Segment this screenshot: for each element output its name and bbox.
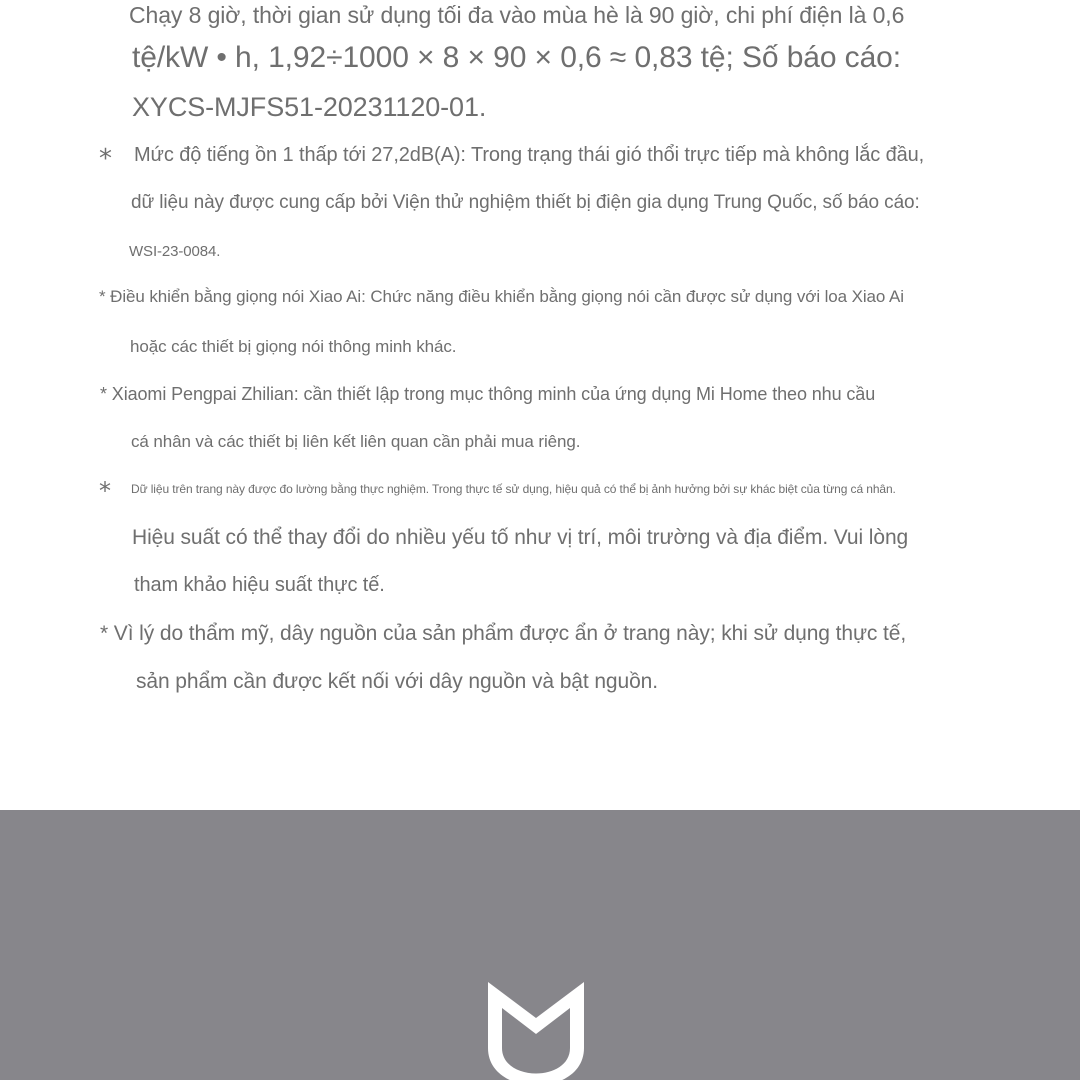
- voice-control-note-line-2: hoặc các thiết bị giọng nói thông minh khác.: [130, 337, 457, 356]
- measurement-note-line-3: tham khảo hiệu suất thực tế.: [134, 574, 385, 596]
- measurement-note-line-1: Dữ liệu trên trang này được đo lường bằng thực nghiệm. Trong thực tế sử dụng, hiệu quả có thể bị ảnh hưởng bởi sự khác biệt của từng cá nhân.: [131, 482, 896, 496]
- measurement-note-asterisk: *: [99, 477, 111, 505]
- measurement-note-line-2: Hiệu suất có thể thay đổi do nhiều yếu tố như vị trí, môi trường và địa điểm. Vui lòng: [132, 526, 909, 549]
- power-calc-line-3: XYCS-MJFS51-20231120-01.: [132, 92, 487, 122]
- brand-footer: [0, 810, 1080, 1080]
- noise-note-line-1: Mức độ tiếng ồn 1 thấp tới 27,2dB(A): Trong trạng thái gió thổi trực tiếp mà không lắc đầu,: [134, 144, 925, 166]
- mijia-logo-icon: [486, 982, 586, 1080]
- power-calc-line-2: tệ/kW • h, 1,92÷1000 × 8 × 90 × 0,6 ≈ 0,83 tệ; Số báo cáo:: [132, 41, 901, 74]
- power-calc-line-1: Chạy 8 giờ, thời gian sử dụng tối đa vào mùa hè là 90 giờ, chi phí điện là 0,6: [129, 2, 905, 28]
- pengpai-note-line-2: cá nhân và các thiết bị liên kết liên quan cần phải mua riêng.: [131, 432, 581, 451]
- power-cord-note-line-2: sản phẩm cần được kết nối với dây nguồn và bật nguồn.: [136, 670, 658, 693]
- power-cord-note-line-1: * Vì lý do thẩm mỹ, dây nguồn của sản phẩm được ẩn ở trang này; khi sử dụng thực tế,: [100, 622, 907, 645]
- noise-note-line-2: dữ liệu này được cung cấp bởi Viện thử nghiệm thiết bị điện gia dụng Trung Quốc, số báo cáo:: [131, 192, 920, 213]
- noise-note-asterisk: *: [99, 144, 112, 174]
- noise-note-line-3: WSI-23-0084.: [129, 243, 221, 260]
- pengpai-note-line-1: * Xiaomi Pengpai Zhilian: cần thiết lập trong mục thông minh của ứng dụng Mi Home theo nhu cầu: [100, 384, 876, 404]
- voice-control-note-line-1: * Điều khiển bằng giọng nói Xiao Ai: Chức năng điều khiển bằng giọng nói cần được sử dụng với loa Xiao Ai: [99, 287, 904, 306]
